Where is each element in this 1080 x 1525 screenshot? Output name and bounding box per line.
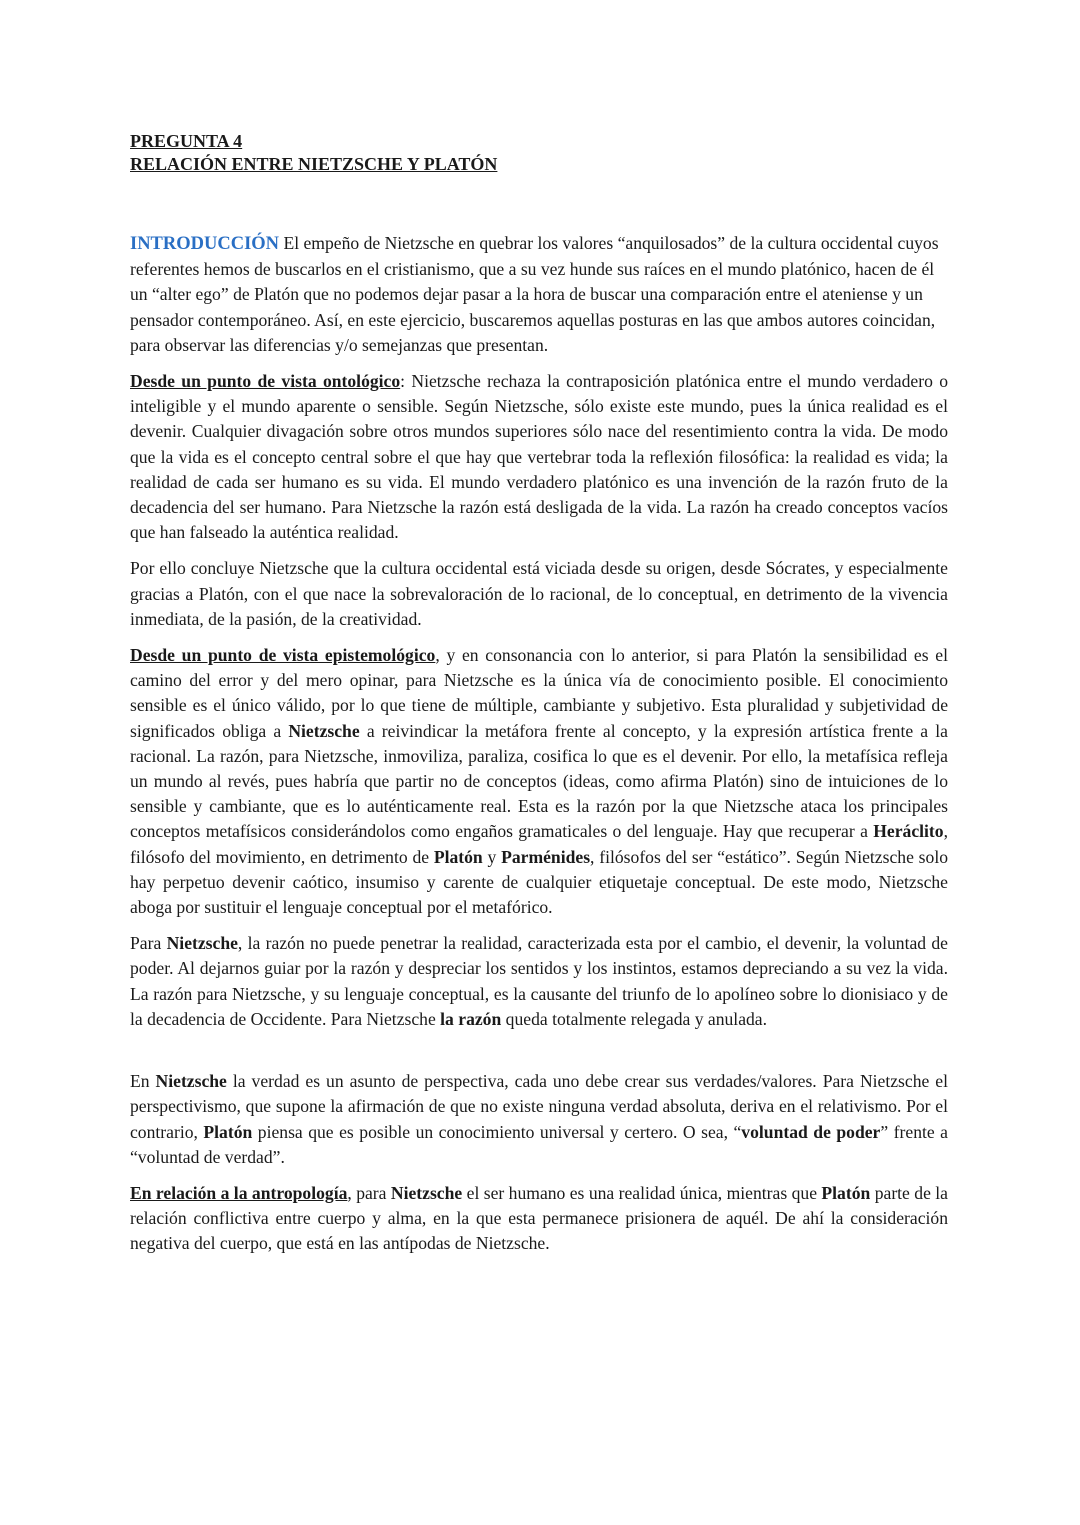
epistemological-bold: Nietzsche — [288, 720, 360, 741]
epistemological-bold: Parménides — [501, 846, 591, 867]
document-title: RELACIÓN ENTRE NIETZSCHE Y PLATÓN — [130, 154, 498, 174]
truth-bold: Nietzsche — [155, 1071, 227, 1092]
anthropology-text: el ser humano es una realidad única, mientras que — [462, 1182, 822, 1203]
epistemological-text: , filósofo del movimiento, en detrimento de — [130, 821, 948, 867]
reason-bold: la razón — [440, 1008, 502, 1029]
truth-bold: voluntad de poder — [741, 1121, 881, 1142]
truth-bold: Platón — [203, 1121, 253, 1142]
culture-paragraph — [130, 556, 948, 632]
reason-text: queda totalmente relegada y anulada. — [501, 1008, 768, 1029]
reason-paragraph — [130, 931, 948, 1032]
intro-label: INTRODUCCIÓN — [130, 234, 280, 254]
anthropology-heading: En relación a la antropología — [130, 1182, 348, 1203]
truth-text: piensa que es posible un conocimiento universal y certero. O sea, “ — [252, 1121, 742, 1142]
truth-text: En — [130, 1071, 156, 1092]
culture-text: Por ello concluye Nietzsche que la cultura occidental está viciada desde su origen, desde Sócrates, y especialmente gracias a Platón, con el que nace la sobrevaloración de lo racional, de lo conceptual, en detrimento de la vivencia inmediata, de la pasión, de la creatividad. — [130, 558, 948, 629]
epistemological-text: a reivindicar la metáfora frente al concepto, y la expresión artística frente a la racional. La razón, para Nietzsche, inmoviliza, paraliza, cosifica lo que es el devenir. Por ello, la metafísica refleja un mundo al revés, pues habría que partir no de conceptos (ideas, como afirma Platón) sino de intuiciones de lo sensible y cambiante, que es lo auténticamente real. Esta es la razón por la que Nietzsche ataca los principales conceptos metafísicos considerándolos como engaños gramaticales o del lenguaje. Hay que recuperar a — [130, 720, 948, 842]
document-page — [130, 130, 948, 1257]
ontological-paragraph — [130, 369, 948, 545]
intro-text: El empeño de Nietzsche en quebrar los valores “anquilosados” de la cultura occidental cuyos referentes hemos de buscarlos en el cristianismo, que a su vez hunde sus raíces en el mundo platónico, hacen de él un “alter ego” de Platón que no podemos dejar pasar a la hora de buscar una comparación entre el ateniense y un pensador contemporáneo. Así, en este ejercicio, buscaremos aquellas posturas en las que ambos autores coincidan, para observar las diferencias y/o semejanzas que presentan. — [130, 233, 939, 355]
anthropology-text: parte de la relación conflictiva entre cuerpo y alma, en la que esta permanece prisionera de aquél. De ahí la consideración negativa del cuerpo, que está en las antípodas de Nietzsche. — [130, 1182, 948, 1254]
truth-text: ” frente a “voluntad de verdad”. — [130, 1121, 948, 1167]
intro-paragraph — [130, 231, 948, 358]
ontological-text: : Nietzsche rechaza la contraposición platónica entre el mundo verdadero o inteligible y el mundo aparente o sensible. Según Nietzsche, sólo existe este mundo, pues la única realidad es el devenir. Cualquier divagación sobre otros mundos superiores sólo nace del resentimiento contra la vida. De modo que la vida es el concepto central sobre el que hay que vertebrar toda la reflexión filosófica: la realidad es vida; la realidad de cada ser humano es su vida. El mundo verdadero platónico es una invención de la razón fruto de la decadencia del ser humano. Para Nietzsche la razón está desligada de la vida. La razón ha creado conceptos vacíos que han falseado la auténtica realidad. — [130, 371, 948, 543]
epistemological-bold: Heráclito — [873, 821, 944, 842]
question-number: PREGUNTA 4 — [130, 131, 243, 151]
anthropology-bold: Nietzsche — [390, 1182, 463, 1203]
ontological-heading: Desde un punto de vista ontológico — [130, 371, 401, 392]
epistemological-heading: Desde un punto de vista epistemológico — [130, 645, 436, 666]
epistemological-text: , filósofos del ser “estático”. Según Nietzsche solo hay perpetuo devenir caótico, insumiso y carente de cualquier etiquetaje conceptual. De este modo, Nietzsche aboga por sustituir el lenguaje conceptual por el metafórico. — [130, 846, 949, 918]
truth-text: la verdad es un asunto de perspectiva, cada uno debe crear sus verdades/valores. Para Nietzsche el perspectivismo, que supone la afirmación de que no existe ninguna verdad absoluta, deriva en el relativismo. Por el contrario, — [130, 1071, 948, 1142]
reason-bold: Nietzsche — [166, 933, 238, 954]
epistemological-bold: Platón — [433, 846, 483, 867]
truth-paragraph — [130, 1069, 948, 1170]
reason-text: , la razón no puede penetrar la realidad, caracterizada esta por el cambio, el devenir, la voluntad de poder. Al dejarnos guiar por la razón y despreciar los sentidos y los instintos, estamos depreciando a su vez la vida. La razón para Nietzsche, y su lenguaje conceptual, es la causante del triunfo de lo apolíneo sobre lo dionisiaco y de la decadencia de Occidente. Para Nietzsche — [130, 933, 948, 1029]
reason-text: Para — [130, 933, 167, 954]
anthropology-bold: Platón — [821, 1182, 871, 1203]
anthropology-text: , para — [347, 1182, 391, 1203]
anthropology-paragraph — [130, 1181, 948, 1257]
epistemological-text: y — [482, 846, 502, 867]
epistemological-paragraph — [130, 643, 948, 920]
epistemological-text: , y en consonancia con lo anterior, si para Platón la sensibilidad es el camino del error y del mero opinar, para Nietzsche es la única vía de conocimiento posible. El conocimiento sensible es el único válido, por lo que tiene de múltiple, cambiante y subjetivo. Esta pluralidad y subjetividad de significados obliga a — [130, 645, 949, 741]
